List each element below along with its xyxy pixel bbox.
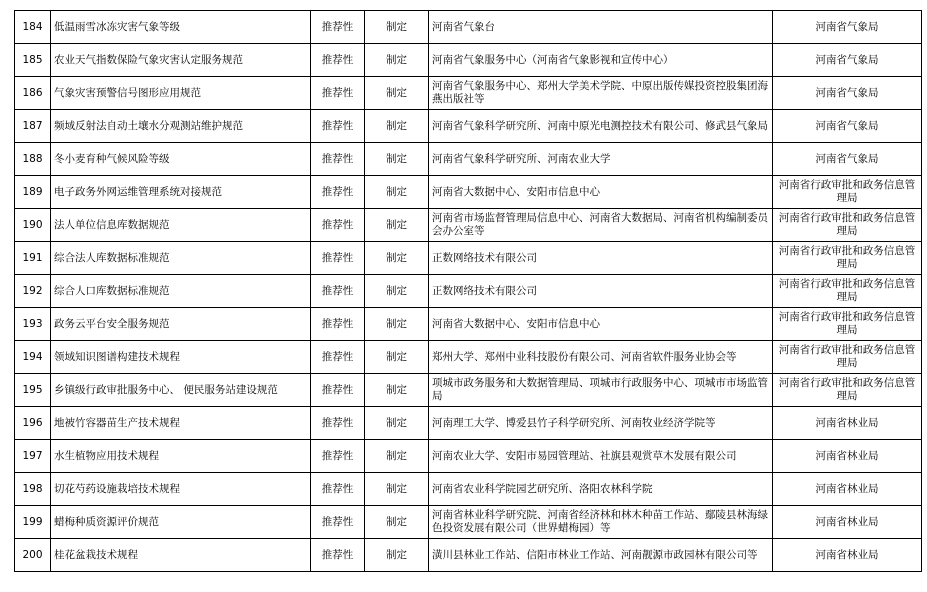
standard-name-cell: 气象灾害预警信号图形应用规范 — [51, 77, 311, 110]
standard-name-cell: 水生植物应用技术规程 — [51, 440, 311, 473]
standard-name-cell: 低温雨雪冰冻灾害气象等级 — [51, 11, 311, 44]
standard-name-cell: 政务云平台安全服务规范 — [51, 308, 311, 341]
drafting-units-cell: 河南省林业科学研究院、河南省经济林和林木种苗工作站、鄢陵县林海绿色投资发展有限公司（世界蜡梅园）等 — [429, 506, 773, 539]
revision-mode-cell: 制定 — [365, 374, 429, 407]
standard-type-cell: 推荐性 — [311, 77, 365, 110]
revision-mode-cell: 制定 — [365, 176, 429, 209]
standard-type-cell: 推荐性 — [311, 341, 365, 374]
revision-mode-cell: 制定 — [365, 473, 429, 506]
competent-department-cell: 河南省气象局 — [773, 143, 922, 176]
standard-name-cell: 领域知识图谱构建技术规程 — [51, 341, 311, 374]
revision-mode-cell: 制定 — [365, 407, 429, 440]
drafting-units-cell: 河南省气象科学研究所、河南中原光电测控技术有限公司、修武县气象局 — [429, 110, 773, 143]
competent-department-cell: 河南省气象局 — [773, 110, 922, 143]
drafting-units-cell: 河南省气象科学研究所、河南农业大学 — [429, 143, 773, 176]
row-number-cell: 193 — [15, 308, 51, 341]
standard-type-cell: 推荐性 — [311, 539, 365, 572]
competent-department-cell: 河南省林业局 — [773, 539, 922, 572]
drafting-units-cell: 河南省气象台 — [429, 11, 773, 44]
standard-type-cell: 推荐性 — [311, 308, 365, 341]
competent-department-cell: 河南省林业局 — [773, 407, 922, 440]
competent-department-cell: 河南省行政审批和政务信息管理局 — [773, 275, 922, 308]
standard-type-cell: 推荐性 — [311, 407, 365, 440]
competent-department-cell: 河南省行政审批和政务信息管理局 — [773, 308, 922, 341]
revision-mode-cell: 制定 — [365, 341, 429, 374]
competent-department-cell: 河南省林业局 — [773, 440, 922, 473]
standard-type-cell: 推荐性 — [311, 176, 365, 209]
drafting-units-cell: 潢川县林业工作站、信阳市林业工作站、河南靓源市政园林有限公司等 — [429, 539, 773, 572]
standard-type-cell: 推荐性 — [311, 110, 365, 143]
row-number-cell: 197 — [15, 440, 51, 473]
revision-mode-cell: 制定 — [365, 110, 429, 143]
table-row — [15, 407, 922, 440]
drafting-units-cell: 河南省市场监督管理局信息中心、河南省大数据局、河南省机构编制委员会办公室等 — [429, 209, 773, 242]
standard-type-cell: 推荐性 — [311, 242, 365, 275]
revision-mode-cell: 制定 — [365, 440, 429, 473]
competent-department-cell: 河南省行政审批和政务信息管理局 — [773, 242, 922, 275]
row-number-cell: 187 — [15, 110, 51, 143]
drafting-units-cell: 河南省气象服务中心、郑州大学美术学院、中原出版传媒投资控股集团海燕出版社等 — [429, 77, 773, 110]
table-row — [15, 77, 922, 110]
table-row — [15, 374, 922, 407]
competent-department-cell: 河南省林业局 — [773, 506, 922, 539]
table-row — [15, 341, 922, 374]
standard-name-cell: 农业天气指数保险气象灾害认定服务规范 — [51, 44, 311, 77]
competent-department-cell: 河南省气象局 — [773, 77, 922, 110]
competent-department-cell: 河南省行政审批和政务信息管理局 — [773, 374, 922, 407]
row-number-cell: 198 — [15, 473, 51, 506]
standard-name-cell: 法人单位信息库数据规范 — [51, 209, 311, 242]
standard-name-cell: 乡镇级行政审批服务中心、 便民服务站建设规范 — [51, 374, 311, 407]
table-row — [15, 473, 922, 506]
drafting-units-cell: 正数网络技术有限公司 — [429, 275, 773, 308]
competent-department-cell: 河南省行政审批和政务信息管理局 — [773, 209, 922, 242]
drafting-units-cell: 河南省大数据中心、安阳市信息中心 — [429, 308, 773, 341]
row-number-cell: 189 — [15, 176, 51, 209]
table-row — [15, 209, 922, 242]
competent-department-cell: 河南省气象局 — [773, 11, 922, 44]
drafting-units-cell: 河南理工大学、博爱县竹子科学研究所、河南牧业经济学院等 — [429, 407, 773, 440]
standard-type-cell: 推荐性 — [311, 440, 365, 473]
standard-name-cell: 桂花盆栽技术规程 — [51, 539, 311, 572]
standard-name-cell: 综合人口库数据标准规范 — [51, 275, 311, 308]
table-row — [15, 176, 922, 209]
table-row — [15, 506, 922, 539]
standard-type-cell: 推荐性 — [311, 11, 365, 44]
standard-type-cell: 推荐性 — [311, 44, 365, 77]
drafting-units-cell: 郑州大学、郑州中业科技股份有限公司、河南省软件服务业协会等 — [429, 341, 773, 374]
standard-name-cell: 频域反射法自动土壤水分观测站维护规范 — [51, 110, 311, 143]
competent-department-cell: 河南省行政审批和政务信息管理局 — [773, 341, 922, 374]
table-row — [15, 11, 922, 44]
table-row — [15, 308, 922, 341]
row-number-cell: 190 — [15, 209, 51, 242]
revision-mode-cell: 制定 — [365, 77, 429, 110]
revision-mode-cell: 制定 — [365, 11, 429, 44]
drafting-units-cell: 河南省气象服务中心（河南省气象影视和宣传中心） — [429, 44, 773, 77]
standards-table — [14, 10, 922, 572]
drafting-units-cell: 河南农业大学、安阳市易园管理站、社旗县观赏草木发展有限公司 — [429, 440, 773, 473]
table-row — [15, 440, 922, 473]
standard-name-cell: 地被竹容器苗生产技术规程 — [51, 407, 311, 440]
drafting-units-cell: 河南省大数据中心、安阳市信息中心 — [429, 176, 773, 209]
standard-name-cell: 切花芍药设施栽培技术规程 — [51, 473, 311, 506]
competent-department-cell: 河南省气象局 — [773, 44, 922, 77]
row-number-cell: 188 — [15, 143, 51, 176]
revision-mode-cell: 制定 — [365, 209, 429, 242]
standard-type-cell: 推荐性 — [311, 143, 365, 176]
row-number-cell: 194 — [15, 341, 51, 374]
revision-mode-cell: 制定 — [365, 308, 429, 341]
standard-type-cell: 推荐性 — [311, 374, 365, 407]
row-number-cell: 199 — [15, 506, 51, 539]
standard-type-cell: 推荐性 — [311, 506, 365, 539]
row-number-cell: 200 — [15, 539, 51, 572]
table-row — [15, 539, 922, 572]
table-row — [15, 44, 922, 77]
revision-mode-cell: 制定 — [365, 44, 429, 77]
table-row — [15, 143, 922, 176]
row-number-cell: 192 — [15, 275, 51, 308]
revision-mode-cell: 制定 — [365, 539, 429, 572]
revision-mode-cell: 制定 — [365, 143, 429, 176]
standard-type-cell: 推荐性 — [311, 209, 365, 242]
revision-mode-cell: 制定 — [365, 506, 429, 539]
row-number-cell: 185 — [15, 44, 51, 77]
row-number-cell: 184 — [15, 11, 51, 44]
row-number-cell: 191 — [15, 242, 51, 275]
table-row — [15, 242, 922, 275]
standard-name-cell: 电子政务外网运维管理系统对接规范 — [51, 176, 311, 209]
drafting-units-cell: 项城市政务服务和大数据管理局、项城市行政服务中心、项城市市场监管局 — [429, 374, 773, 407]
standard-name-cell: 综合法人库数据标准规范 — [51, 242, 311, 275]
revision-mode-cell: 制定 — [365, 242, 429, 275]
drafting-units-cell: 河南省农业科学院园艺研究所、洛阳农林科学院 — [429, 473, 773, 506]
revision-mode-cell: 制定 — [365, 275, 429, 308]
competent-department-cell: 河南省行政审批和政务信息管理局 — [773, 176, 922, 209]
row-number-cell: 195 — [15, 374, 51, 407]
standards-table-body — [15, 11, 922, 572]
standard-name-cell: 冬小麦育种气候风险等级 — [51, 143, 311, 176]
standard-type-cell: 推荐性 — [311, 275, 365, 308]
row-number-cell: 196 — [15, 407, 51, 440]
standard-type-cell: 推荐性 — [311, 473, 365, 506]
standard-name-cell: 蜡梅种质资源评价规范 — [51, 506, 311, 539]
competent-department-cell: 河南省林业局 — [773, 473, 922, 506]
row-number-cell: 186 — [15, 77, 51, 110]
table-row — [15, 110, 922, 143]
drafting-units-cell: 正数网络技术有限公司 — [429, 242, 773, 275]
table-row — [15, 275, 922, 308]
